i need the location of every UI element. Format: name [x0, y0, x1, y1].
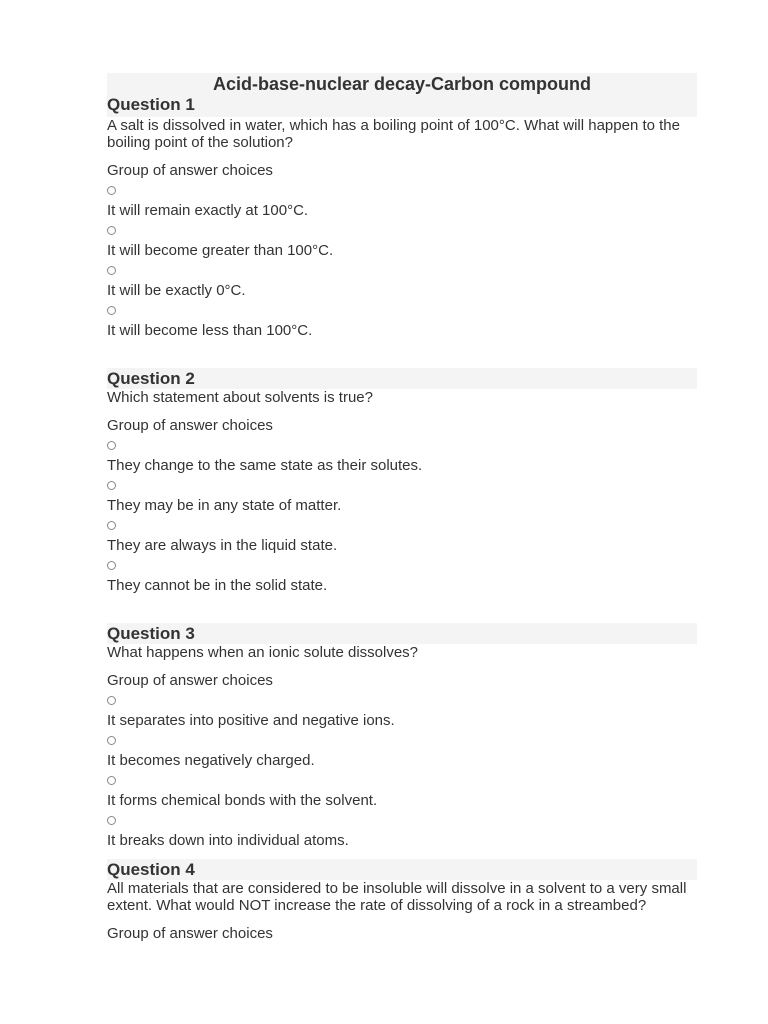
title-band: [107, 73, 697, 117]
radio-button[interactable]: [107, 696, 116, 705]
answer-group-label: Group of answer choices: [107, 162, 273, 179]
choice-label: It separates into positive and negative ions.: [107, 712, 395, 729]
radio-button[interactable]: [107, 521, 116, 530]
answer-choice[interactable]: [107, 306, 697, 339]
radio-button[interactable]: [107, 561, 116, 570]
radio-button[interactable]: [107, 776, 116, 785]
answer-choice[interactable]: [107, 561, 697, 594]
answer-choice[interactable]: [107, 776, 697, 809]
answer-choice[interactable]: [107, 696, 697, 729]
question-heading: Question 2: [107, 368, 697, 389]
question-1: [107, 73, 697, 339]
choice-label: They are always in the liquid state.: [107, 537, 338, 554]
choice-label: It forms chemical bonds with the solvent.: [107, 792, 378, 809]
choice-label: They may be in any state of matter.: [107, 497, 342, 514]
answer-choice[interactable]: [107, 441, 697, 474]
answer-choice[interactable]: [107, 186, 697, 219]
radio-button[interactable]: [107, 481, 116, 490]
question-text: All materials that are considered to be insoluble will dissolve in a solvent to a very small extent. What would NOT increase the rate of dissolving of a rock in a streambed?: [107, 880, 687, 914]
question-heading: Question 4: [107, 859, 697, 880]
question-heading: Question 3: [107, 623, 697, 644]
radio-button[interactable]: [107, 441, 116, 450]
question-2: [107, 368, 697, 594]
question-heading: Question 1: [107, 95, 195, 114]
choice-label: They cannot be in the solid state.: [107, 577, 328, 594]
question-3: [107, 623, 697, 849]
document-page: [107, 73, 697, 942]
answer-group-label: Group of answer choices: [107, 672, 273, 689]
choice-label: It becomes negatively charged.: [107, 752, 315, 769]
question-text: A salt is dissolved in water, which has a boiling point of 100°C. What will happen to the boiling point of the solution?: [107, 117, 680, 151]
question-text: What happens when an ionic solute dissolves?: [107, 644, 419, 661]
answer-choice[interactable]: [107, 481, 697, 514]
radio-button[interactable]: [107, 736, 116, 745]
choice-label: It will become greater than 100°C.: [107, 242, 334, 259]
document-title: Acid-base-nuclear decay-Carbon compound: [212, 74, 592, 94]
radio-button[interactable]: [107, 226, 116, 235]
answer-group-label: Group of answer choices: [107, 417, 273, 434]
answer-choice[interactable]: [107, 226, 697, 259]
answer-choice[interactable]: [107, 266, 697, 299]
radio-button[interactable]: [107, 266, 116, 275]
answer-choice[interactable]: [107, 521, 697, 554]
answer-choice[interactable]: [107, 736, 697, 769]
question-text: Which statement about solvents is true?: [107, 389, 373, 406]
choice-label: It will become less than 100°C.: [107, 322, 313, 339]
answer-choice[interactable]: [107, 816, 697, 849]
choice-label: It breaks down into individual atoms.: [107, 832, 349, 849]
choice-label: They change to the same state as their solutes.: [107, 457, 423, 474]
radio-button[interactable]: [107, 306, 116, 315]
question-4: [107, 859, 697, 942]
choice-label: It will remain exactly at 100°C.: [107, 202, 309, 219]
radio-button[interactable]: [107, 816, 116, 825]
answer-group-label: Group of answer choices: [107, 925, 273, 942]
choice-label: It will be exactly 0°C.: [107, 282, 246, 299]
radio-button[interactable]: [107, 186, 116, 195]
